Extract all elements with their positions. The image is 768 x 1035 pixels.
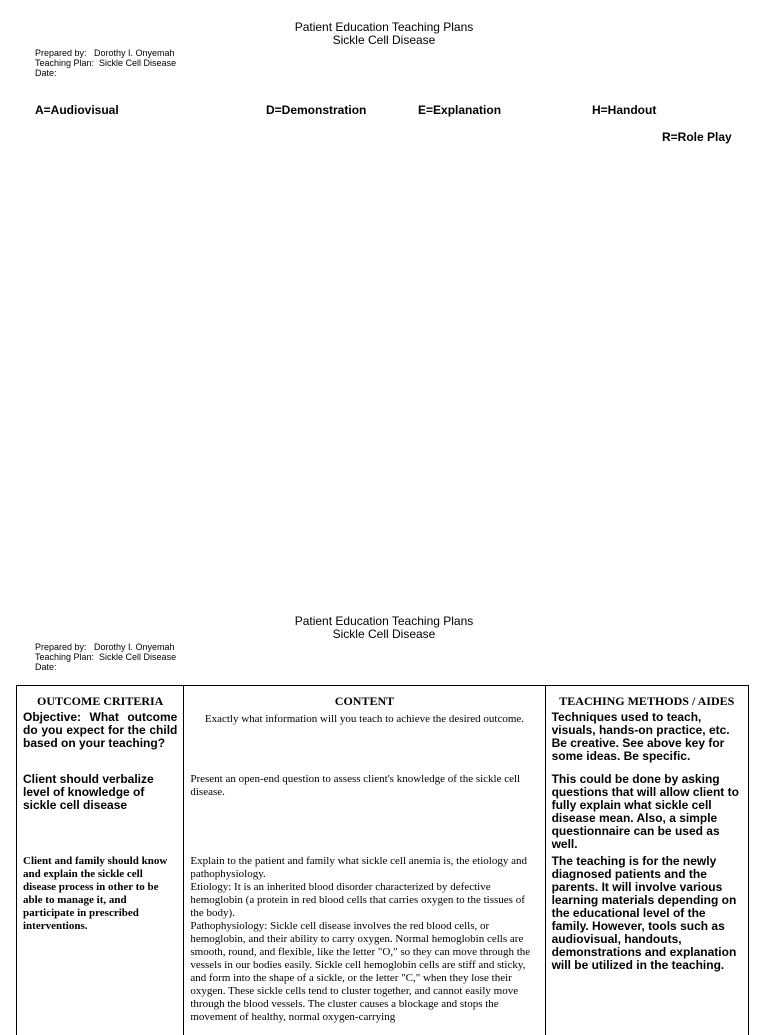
page1-header xyxy=(0,21,768,47)
row3-content xyxy=(184,851,545,1035)
header-content: CONTENT xyxy=(184,686,545,710)
key-handout: H=Handout xyxy=(592,103,657,117)
page2-header xyxy=(0,615,768,641)
key-demonstration: D=Demonstration xyxy=(266,103,367,117)
row2-methods xyxy=(545,767,748,851)
row3-outcome xyxy=(17,851,184,1035)
table-header-row xyxy=(17,686,749,710)
key-explanation: E=Explanation xyxy=(418,103,502,117)
header-teaching-methods: TEACHING METHODS / AIDES xyxy=(545,686,748,710)
date-label: Date: xyxy=(35,68,57,78)
table-row xyxy=(17,851,749,1035)
date-label: Date: xyxy=(35,662,57,672)
header-outcome-criteria: OUTCOME CRITERIA xyxy=(17,686,184,710)
content-open-question: Present an open-end question to assess client's knowledge of the sickle cell disease. xyxy=(190,773,521,798)
key-audiovisual: A=Audiovisual xyxy=(35,103,119,117)
page1-title: Patient Education Teaching Plans xyxy=(294,20,474,34)
outcome-know-disease-process: Client and family should know and explain the sickle cell disease process in other to be able to manage it, and participate in prescribed interventions. xyxy=(23,855,168,932)
outcome-verbalize-knowledge: Client should verbalize level of knowledge of sickle cell disease xyxy=(23,772,154,812)
page1-subtitle: Sickle Cell Disease xyxy=(332,33,436,47)
objective-text: Objective: What outcome do you expect for the child based on your teaching? xyxy=(23,710,178,750)
teaching-plan: Teaching Plan: Sickle Cell Disease xyxy=(35,58,177,68)
page2-meta xyxy=(35,642,176,672)
content-explain-intro: Explain to the patient and family what sickle cell anemia is, the etiology and pathophysiology. xyxy=(190,855,527,880)
prepared-by: Prepared by: Dorothy I. Onyemah xyxy=(35,642,175,652)
content-instructions: Exactly what information will you teach to achieve the desired outcome. xyxy=(204,713,525,725)
page2-title: Patient Education Teaching Plans xyxy=(294,614,474,628)
row3-methods xyxy=(545,851,748,1035)
methods-instructions: Techniques used to teach, visuals, hands-on practice, etc. Be creative. See above key for some ideas. Be specific. xyxy=(551,710,730,763)
teaching-plan-table xyxy=(16,685,749,1035)
row1-content xyxy=(184,709,545,767)
key-role-play: R=Role Play xyxy=(662,130,732,144)
row1-outcome xyxy=(17,709,184,767)
content-etiology: Etiology: It is an inherited blood disorder characterized by defective hemoglobin (a protein in red blood cells that carries oxygen to the tissues of the body). xyxy=(190,881,525,919)
row1-methods xyxy=(545,709,748,767)
methods-questioning: This could be done by asking questions that will allow client to fully explain what sickle cell disease mean. Also, a simple questionnaire can be used as well. xyxy=(551,772,739,851)
table-row xyxy=(17,709,749,767)
teaching-plan: Teaching Plan: Sickle Cell Disease xyxy=(35,652,177,662)
prepared-by: Prepared by: Dorothy I. Onyemah xyxy=(35,48,175,58)
row2-content xyxy=(184,767,545,851)
content-pathophysiology: Pathophysiology: Sickle cell disease involves the red blood cells, or hemoglobin, and their ability to carry oxygen. Normal hemoglobin cells are smooth, round, and flexible, like the letter "O," so they can move through the vessels in our bodies easily. Sickle cell hemoglobin cells are stiff and sticky, and form into the shape of a sickle, or the letter "C," when they lose their oxygen. These sickle cells tend to cluster together, and cannot easily move through the blood vessels. The cluster causes a blockage and stops the movement of healthy, normal oxygen-carrying xyxy=(190,920,531,1023)
table-row xyxy=(17,767,749,851)
page1-meta xyxy=(35,48,176,78)
page2-subtitle: Sickle Cell Disease xyxy=(332,627,436,641)
row2-outcome xyxy=(17,767,184,851)
methods-newly-diagnosed: The teaching is for the newly diagnosed patients and the parents. It will involve various learning materials depending on the educational level of the family. However, tools such as audiovisual, handouts, demonstrations and explanation will be utilized in the teaching. xyxy=(551,854,737,972)
